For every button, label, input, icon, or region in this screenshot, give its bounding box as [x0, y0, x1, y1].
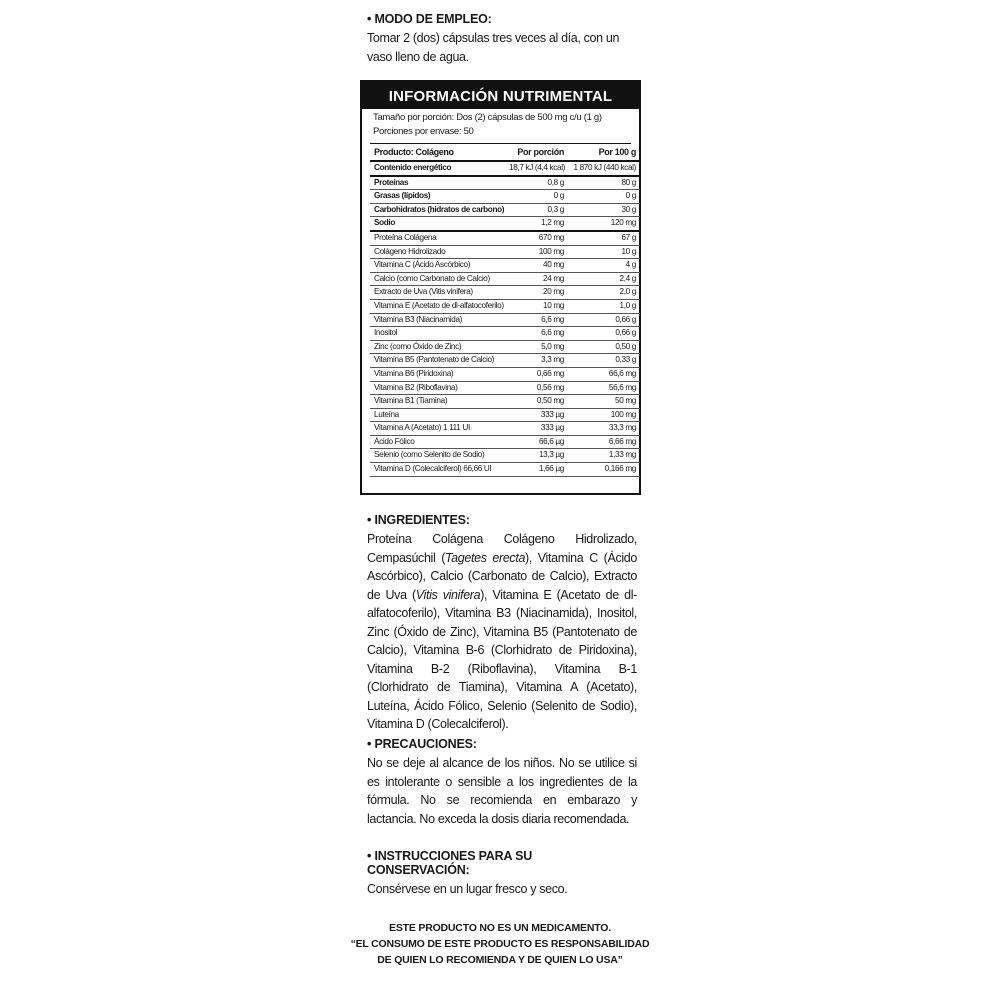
- per-serving-value: 1,66 µg: [538, 464, 564, 474]
- disclaimer-line-1: ESTE PRODUCTO NO ES UN MEDICAMENTO.: [389, 922, 611, 934]
- nutrition-row: [370, 435, 640, 449]
- modo-empleo-body: Tomar 2 (dos) cápsulas tres veces al día, con un vaso lleno de agua.: [367, 31, 620, 64]
- nutrition-row: [370, 203, 640, 217]
- nutrient-name: Inositol: [374, 328, 398, 338]
- per-serving-value: 18,7 kJ (4,4 kcal): [509, 163, 566, 172]
- nutrient-name: Calcio (como Carbonato de Calcio): [374, 273, 490, 283]
- modo-empleo-section: [367, 12, 637, 66]
- servings-per-container: Porciones por envase: 50: [373, 126, 474, 137]
- per-100g-value: 0,33 g: [615, 355, 636, 365]
- nutrient-name: Vitamina C (Ácido Ascórbico): [374, 260, 471, 270]
- nutrition-row: [370, 395, 640, 409]
- per-serving-value: 3,3 mg: [541, 355, 564, 365]
- per-serving-value: 40 mg: [542, 260, 564, 270]
- per-100g-value: 66,6 mg: [608, 368, 636, 378]
- per-serving-value: 6,6 mg: [541, 328, 564, 338]
- per-serving-value: 0 g: [553, 191, 564, 201]
- nutrient-name: Zinc (como Óxido de Zinc): [374, 341, 462, 351]
- per-serving-value: 333 µg: [540, 409, 564, 419]
- per-serving-value: 0,56 mg: [536, 382, 564, 392]
- ingredient-text: ), Vitamina C (Ácido Ascórbico), Calcio (Carbonato de Calcio), Extracto de Uva (: [367, 550, 638, 602]
- nutrition-row: [370, 449, 640, 463]
- precauciones-section: [367, 737, 637, 828]
- per-serving-value: 670 mg: [538, 232, 564, 242]
- disclaimer-footer: [330, 920, 670, 968]
- per-serving-value: 333 µg: [540, 423, 564, 433]
- precauciones-body: No se deje al alcance de los niños. No se utilice si es intolerante o sensible a los ingredientes de la fórmula. No se recomienda en embarazo y lactancia. No exceda la dosis diaria recomendada.: [367, 756, 637, 826]
- nutrition-row: [370, 463, 640, 477]
- per-serving-value: 100 mg: [538, 246, 564, 256]
- per-100g-value: 4 g: [625, 260, 636, 270]
- ingredient-text: ), Vitamina E (Acetato de dl-alfatocoferilo), Vitamina B3 (Niacinamida), Inositol, Zinc (Óxido de Zinc), Vitamina B5 (Pantotenato de Calcio), Vitamina B-6 (Clorhidrato de Piridoxina), Vitamina B-2 (Riboflavina), Vitamina B-1 (Clorhidrato de Tiamina), Vitamina A (Acetato), Luteína, Ácido Fólico, Selenio (Selenito de Sodio), Vitamina D (Colecalciferol).: [367, 587, 637, 731]
- per-100g-value: 6,66 mg: [608, 436, 636, 446]
- conservacion-title: • INSTRUCCIONES PARA SU CONSERVACIÓN:: [367, 849, 533, 877]
- precauciones-title: • PRECAUCIONES:: [367, 737, 477, 751]
- nutrition-row: [370, 422, 640, 436]
- nutrition-row: [370, 272, 640, 286]
- nutrient-name: Sodio: [374, 218, 395, 228]
- nutrition-facts-panel: [360, 80, 641, 495]
- ingredientes-title: • INGREDIENTES:: [367, 513, 470, 527]
- per-100g-value: 1,0 g: [619, 300, 636, 310]
- per-serving-value: 0,8 g: [547, 177, 564, 187]
- disclaimer-line-3: DE QUIEN LO RECOMIENDA Y DE QUIEN LO USA”: [377, 954, 623, 966]
- nutrient-name: Luteína: [374, 409, 399, 419]
- ingredientes-body: [367, 530, 637, 734]
- per-100g-value: 2,4 g: [619, 273, 636, 283]
- conservacion-section: [367, 849, 637, 899]
- nutrition-row: [370, 161, 640, 176]
- per-serving-value: 6,6 mg: [541, 314, 564, 324]
- per-100g-value: 30 g: [621, 204, 636, 214]
- nutrition-row: [370, 176, 640, 190]
- ingredient-text: Proteína Colágena Colágeno Hidrolizado, Cempasúchil (: [367, 532, 637, 565]
- nutrient-name: Proteínas: [374, 177, 409, 187]
- nutrition-row: [370, 408, 640, 422]
- nutrition-row: [370, 231, 640, 245]
- per-100g-value: 0 g: [625, 191, 636, 201]
- per-100g-value: 1,33 mg: [608, 450, 636, 460]
- nutrition-table: [370, 144, 640, 477]
- per-100g-value: 1 870 kJ (440 kcal): [573, 163, 636, 172]
- nutrition-row: [370, 381, 640, 395]
- nutrient-name: Vitamina E (Acetato de dl-alfatocoferilo): [374, 300, 504, 310]
- per-serving-value: 1,2 mg: [541, 218, 564, 228]
- serving-size: Tamaño por porción: Dos (2) cápsulas de 500 mg c/u (1 g): [373, 112, 602, 123]
- nutrition-row: [370, 327, 640, 341]
- nutrition-row: [370, 354, 640, 368]
- nutrition-row: [370, 299, 640, 313]
- per-100g-value: 80 g: [621, 177, 636, 187]
- ingredient-species-name: Vitis vinifera: [415, 587, 481, 602]
- nutrition-row: [370, 367, 640, 381]
- nutrient-name: Vitamina D (Colecalciferol) 66,66 UI: [374, 464, 492, 474]
- per-100g-value: 0,166 mg: [604, 464, 636, 474]
- nutrient-name: Contenido energético: [374, 163, 452, 172]
- per-serving-value: 0,3 g: [547, 204, 564, 214]
- per-serving-value: 5,0 mg: [541, 341, 564, 351]
- per-serving-value: 24 mg: [542, 273, 564, 283]
- per-serving-value: 13,3 µg: [538, 450, 564, 460]
- nutrient-name: Extracto de Uva (Vitis vinifera): [374, 287, 473, 297]
- nutrition-row: [370, 190, 640, 204]
- per-serving-value: 10 mg: [542, 300, 564, 310]
- per-100g-value: 120 mg: [610, 218, 636, 228]
- per-100g-value: 2,0 g: [619, 287, 636, 297]
- nutrition-title: INFORMACIÓN NUTRIMENTAL: [362, 82, 639, 109]
- per-serving-value: 0,50 mg: [536, 396, 564, 406]
- nutrient-name: Vitamina B3 (Niacinamida): [374, 314, 463, 324]
- header-per-100g: Por 100 g: [598, 147, 636, 157]
- header-product: Producto: Colágeno: [374, 147, 454, 157]
- modo-empleo-title: • MODO DE EMPLEO:: [367, 12, 492, 26]
- disclaimer-line-2: “EL CONSUMO DE ESTE PRODUCTO ES RESPONSABILIDAD: [350, 938, 650, 950]
- nutrition-meta: [362, 109, 639, 139]
- nutrient-name: Ácido Fólico: [374, 436, 415, 446]
- per-100g-value: 0,66 g: [615, 328, 636, 338]
- per-100g-value: 50 mg: [614, 396, 636, 406]
- per-100g-value: 10 g: [621, 246, 636, 256]
- per-serving-value: 66,6 µg: [538, 436, 564, 446]
- nutrient-name: Vitamina A (Acetato) 1 111 UI: [374, 423, 470, 433]
- per-serving-value: 0,66 mg: [536, 368, 564, 378]
- nutrition-row: [370, 259, 640, 273]
- nutrient-name: Grasas (lípidos): [374, 191, 431, 201]
- header-per-serving: Por porción: [517, 147, 564, 157]
- per-100g-value: 100 mg: [610, 409, 636, 419]
- nutrition-row: [370, 245, 640, 259]
- ingredient-species-name: Tagetes erecta: [445, 550, 526, 565]
- nutrient-name: Vitamina B1 (Tiamina): [374, 396, 448, 406]
- nutrient-name: Vitamina B2 (Riboflavina): [374, 382, 458, 392]
- per-100g-value: 0,50 g: [615, 341, 636, 351]
- nutrient-name: Selenio (como Selenito de Sodio): [374, 450, 485, 460]
- nutrient-name: Vitamina B5 (Pantotenato de Calcio): [374, 355, 495, 365]
- nutrition-row: [370, 217, 640, 231]
- per-100g-value: 67 g: [621, 232, 636, 242]
- per-100g-value: 0,66 g: [615, 314, 636, 324]
- nutrition-header-row: [370, 144, 640, 161]
- nutrient-name: Colágeno Hidrolizado: [374, 246, 446, 256]
- per-100g-value: 56,6 mg: [608, 382, 636, 392]
- per-serving-value: 20 mg: [542, 287, 564, 297]
- nutrient-name: Vitamina B6 (Piridoxina): [374, 368, 454, 378]
- nutrition-row: [370, 340, 640, 354]
- ingredientes-section: [367, 513, 637, 734]
- nutrient-name: Carbohidratos (hidratos de carbono): [374, 204, 505, 214]
- nutrition-row: [370, 286, 640, 300]
- per-100g-value: 33,3 mg: [608, 423, 636, 433]
- nutrient-name: Proteína Colágena: [374, 232, 437, 242]
- nutrition-row: [370, 313, 640, 327]
- conservacion-body: Consérvese en un lugar fresco y seco.: [367, 882, 568, 896]
